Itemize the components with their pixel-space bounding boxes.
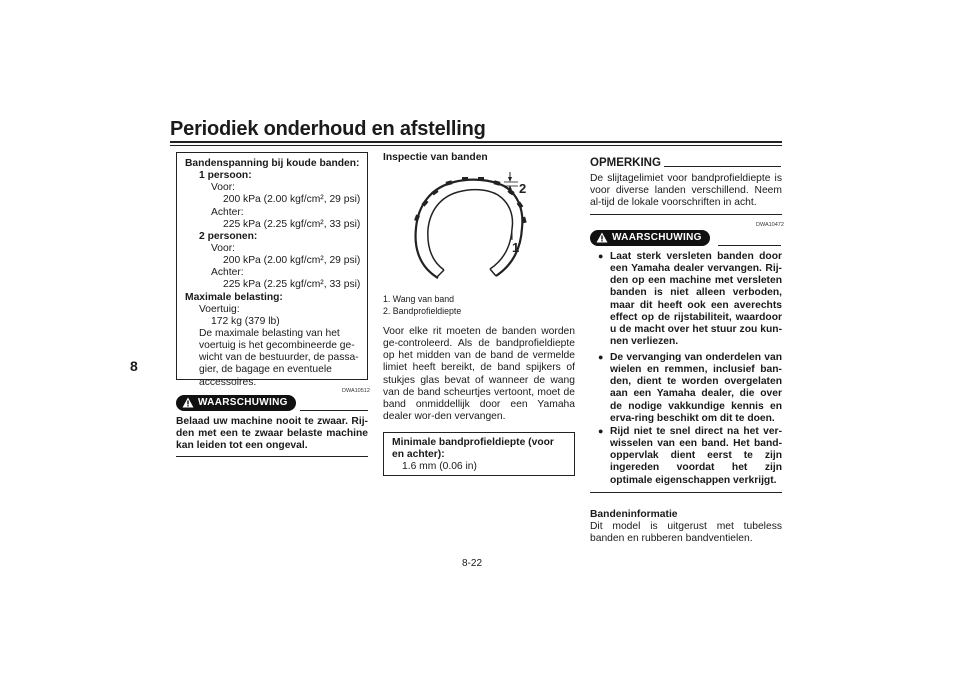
chapter-number: 8 [130,358,138,374]
warning-code: DWA10512 [342,388,370,394]
note-text: De slijtagelimiet voor bandprofieldiepte is voor diverse landen verschillend. Neem al-tijd de lokale voorschriften in acht. [590,173,782,209]
tire-cross-section-figure [400,166,550,292]
tread-depth-box [383,432,575,476]
warning-label-2: WAARSCHUWING [612,232,702,243]
warning-label: WAARSCHUWING [198,397,288,408]
warning-code-2: DWA10472 [756,222,784,228]
warning-bullet: ● De vervanging van onderdelen van wielen en remmen, inclusief ban-den, dient te worden overgelaten aan een Yamaha dealer, die over de nodige vakkundige kennis en erva-ring beschikt om dit te doen. [610,352,782,425]
spec-achter-label-2: Achter: [211,267,244,279]
fig-label-1: 1 [512,240,520,255]
spec-achter-value: 225 kPa (2.25 kgf/cm², 33 psi) [223,218,361,230]
warning-bullet: ● Rijd niet te snel direct na het ver-wisselen van een band. Het band-oppervlak dient eerst te zijn ingereden voordat het zijn optimale eigenschappen verkrijgt. [610,426,782,487]
spec-achter-value-2: 225 kPa (2.25 kgf/cm², 33 psi) [223,279,361,291]
warning-end-rule-2 [590,492,782,493]
warning-badge [176,395,296,411]
fig-caption-1: 1. Wang van band [383,294,455,304]
page-number: 8-22 [462,558,483,569]
spec-voor-label: Voor: [211,182,236,194]
spec-voor-label-2: Voor: [211,242,236,254]
spec-voor-value-2: 200 kPa (2.00 kgf/cm², 29 psi) [223,255,361,267]
fig-label-2: 2 [519,181,527,196]
spec-vehicle-label: Voertuig: [199,303,240,315]
page-title: Periodiek onderhoud en afstelling [170,118,486,140]
depth-value: 1.6 mm (0.06 in) [402,461,477,473]
warning-text: Belaad uw machine nooit te zwaar. Rij-den met een te zwaar belaste machine kan leiden tot een ongeval. [176,416,368,452]
warning-triangle-icon [596,232,608,243]
warning-triangle-icon [182,397,194,408]
spec-two-persons: 2 personen: [199,230,258,242]
spec-max-load: Maximale belasting: [185,291,283,303]
spec-heading: Bandenspanning bij koude banden: [185,158,360,169]
warning-end-rule [176,456,368,457]
warning-bullet: ● Laat sterk versleten banden door een Yamaha dealer vervangen. Rij-den op een machine met versleten banden is niet alleen verboden, maar dit heeft ook een averechts effect op de rijstabiliteit, waardoor u de macht over het stuur zou kun-nen verliezen. [610,251,782,348]
spec-max-load-note: De maximale belasting van het voertuig is het gecombineerde ge-wicht van de bestuurder, de passa-gier, de bagage en eventuele accessoires. [199,327,359,388]
tire-info-text: Dit model is uitgerust met tubeless banden en rubberen bandventielen. [590,521,782,545]
spec-voor-value: 200 kPa (2.00 kgf/cm², 29 psi) [223,194,361,206]
inspection-body: Voor elke rit moeten de banden worden ge-controleerd. Als de bandprofieldiepte op het midden van de band de vermelde limiet heeft bereikt, de band spijkers of stukjes glas bevat of wanneer de wang van de band scheurtjes vertoont, moet de band onmiddellijk door een Yamaha dealer wor-den vervangen. [383,326,575,422]
header-rule-thin [170,145,782,146]
warning-rule [300,410,368,411]
spec-vehicle-value: 172 kg (379 lb) [211,315,280,327]
depth-heading: Minimale bandprofieldiepte (voor en achter): [392,437,554,461]
spec-one-person: 1 persoon: [199,170,252,182]
tire-pressure-spec-box [176,152,368,388]
note-end-rule [590,214,782,215]
header-rule [170,141,782,143]
spec-achter-label: Achter: [211,206,244,218]
inspection-title: Inspectie van banden [383,152,488,163]
note-title: OPMERKING [590,157,661,169]
tire-info-title: Bandeninformatie [590,509,678,520]
warning-rule-2 [718,245,781,246]
note-rule [664,166,781,167]
fig-caption-2: 2. Bandprofieldiepte [383,306,462,316]
warning-badge-2 [590,230,710,246]
